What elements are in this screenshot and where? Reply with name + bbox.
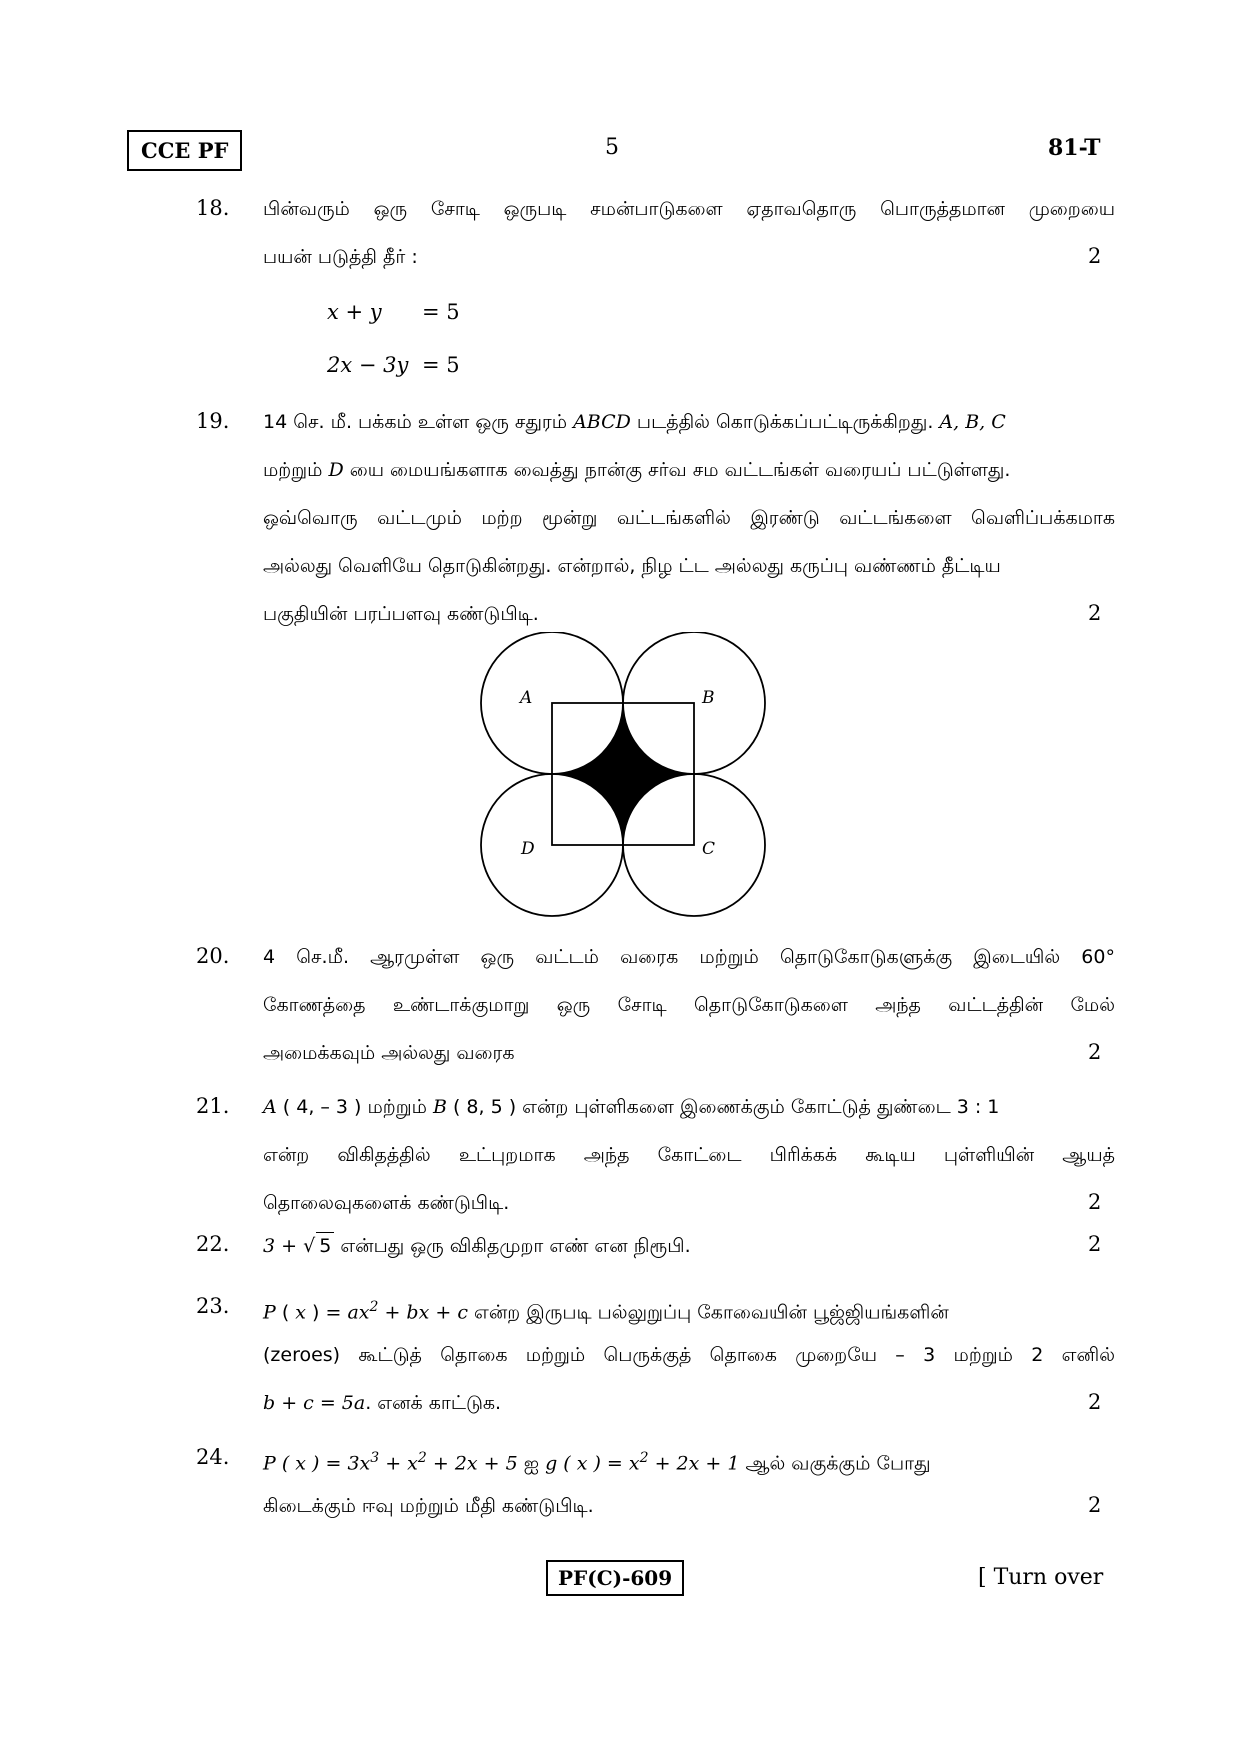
question-text-line: தொலைவுகளைக் கண்டுபிடி. [263,1192,510,1214]
question-number: 19. [196,409,230,433]
math-fragment: + 2x + 5 [426,1452,518,1475]
question-number: 23. [196,1294,230,1318]
page-number: 5 [605,135,619,160]
marks: 2 [1088,1040,1102,1064]
question-text-line: அல்லது வெளியே தொடுகின்றது. என்றால், நிழ ட்ட அல்லது கருப்பு வண்ணம் தீட்டிய [263,555,1001,577]
equation-rhs: = 5 [422,300,460,324]
math-exponent: 2 [639,1450,649,1466]
question-number: 24. [196,1445,230,1469]
equation-lhs: 2x − 3y [327,353,409,377]
equation-1 [327,300,460,324]
question-text-line: அமைக்கவும் அல்லது வரைக [263,1042,515,1064]
question-text-line: கோணத்தை உண்டாக்குமாறு ஒரு சோடி தொடுகோடுகளை அந்த வட்டத்தின் மேல் [263,994,1115,1016]
marks: 2 [1088,1390,1102,1414]
text-fragment: என்ற இருபடி பல்லுறுப்பு கோவையின் பூஜ்ஜியங்களின் [467,1301,949,1324]
math-fragment: + bx + c [378,1301,468,1324]
math-fragment: + 2x + 1 [648,1452,740,1475]
marks: 2 [1088,1493,1102,1517]
page-header [0,130,1241,170]
marks: 2 [1088,1190,1102,1214]
math-fragment: ( x ) = 3x [275,1452,371,1475]
math-fragment: x [295,1301,307,1324]
marks: 2 [1088,601,1102,625]
math-fragment: g [545,1452,558,1475]
footer-code-box: PF(C)-609 [546,1560,684,1596]
question-text-line: ஒவ்வொரு வட்டமும் மற்ற மூன்று வட்டங்களில் இரண்டு வட்டங்களை வெளிப்பக்கமாக [263,507,1115,529]
text-fragment: மற்றும் [263,459,329,481]
math-fragment: A, B, C [939,411,1006,433]
exam-code-box: CCE PF [127,130,242,171]
question-text-line: என்ற விகிதத்தில் உட்புறமாக அந்த கோட்டை பிரிக்கக் கூடிய புள்ளியின் ஆயத் [263,1144,1115,1166]
question-text-line [263,1094,1115,1120]
equation-lhs: x + y [327,300,382,324]
text-fragment: என்பது ஒரு விகிதமுறா எண் என நிரூபி. [334,1235,691,1257]
question-text-line [263,1390,1115,1416]
math-fragment: a [353,1392,366,1414]
question-number: 18. [196,196,230,220]
math-fragment: B [432,1096,447,1118]
question-text-line [263,409,1115,435]
label-b: B [702,688,715,708]
math-fragment: 3 + [263,1235,304,1257]
math-fragment: ax [347,1301,370,1324]
math-exponent: 3 [370,1450,380,1466]
math-fragment: P [263,1301,276,1324]
math-fragment: D [328,459,344,481]
text-fragment: ( [275,1301,296,1324]
label-c: C [702,839,716,859]
math-exponent: 2 [369,1299,379,1315]
question-text-line: பின்வரும் ஒரு சோடி ஒருபடி சமன்பாடுகளை ஏதாவதொரு பொருத்தமான முறையை [263,198,1115,220]
text-fragment: ) = [306,1301,348,1324]
question-number: 20. [196,944,230,968]
question-text-line [263,457,1115,483]
equation-rhs: = 5 [422,353,460,377]
marks: 2 [1088,1232,1102,1256]
math-exponent: 2 [417,1450,427,1466]
label-a: A [520,688,533,708]
math-fragment: P [263,1452,276,1475]
equation-2 [327,353,460,377]
text-fragment: ( 4, – 3 ) மற்றும் [276,1096,433,1118]
math-fragment: b + c = 5 [263,1392,354,1414]
question-text-line [263,1294,1115,1325]
text-fragment: ( 8, 5 ) என்ற புள்ளிகளை இணைக்கும் கோட்டுத் துண்டை 3 : 1 [446,1096,1000,1118]
text-fragment: 14 செ. மீ. பக்கம் உள்ள ஒரு சதுரம் [263,411,574,433]
question-text-line: 3 + √ 5 என்பது ஒரு விகிதமுறா எண் என நிரூபி. [263,1232,1115,1259]
text-fragment: யை மையங்களாக வைத்து நான்கு சர்வ சம வட்டங்கள் வரையப் பட்டுள்ளது. [343,459,1011,481]
sqrt-radicand: 5 [316,1232,334,1259]
question-text-line: பயன் படுத்தி தீர் : [263,246,418,268]
question-text-line: 4 செ.மீ. ஆரமுள்ள ஒரு வட்டம் வரைக மற்றும் தொடுகோடுகளுக்கு இடையில் 60° [263,946,1115,968]
circles-square-figure [470,632,770,926]
question-number: 21. [196,1094,230,1118]
math-fragment: + x [379,1452,418,1475]
math-fragment: ABCD [573,411,631,433]
text-fragment: ஆல் வகுக்கும் போது [739,1452,931,1475]
question-number: 22. [196,1232,230,1256]
text-fragment: ஐ [517,1452,546,1475]
paper-code: 81-T [1048,135,1101,161]
question-text-line: (zeroes) கூட்டுத் தொகை மற்றும் பெருக்குத் தொகை முறையே – 3 மற்றும் 2 எனில் [263,1344,1115,1366]
question-text-line: பகுதியின் பரப்பளவு கண்டுபிடி. [263,603,539,625]
label-d: D [521,839,535,859]
text-fragment: . எனக் காட்டுக. [365,1392,502,1414]
math-fragment: A [263,1096,277,1118]
marks: 2 [1088,244,1102,268]
shaded-region [552,703,694,845]
question-text-line: கிடைக்கும் ஈவு மற்றும் மீதி கண்டுபிடி. [263,1495,594,1517]
turn-over-note: [ Turn over [978,1565,1104,1590]
question-text-line [263,1445,1115,1476]
text-fragment: படத்தில் கொடுக்கப்பட்டிருக்கிறது. [630,411,940,433]
math-fragment: ( x ) = x [557,1452,640,1475]
